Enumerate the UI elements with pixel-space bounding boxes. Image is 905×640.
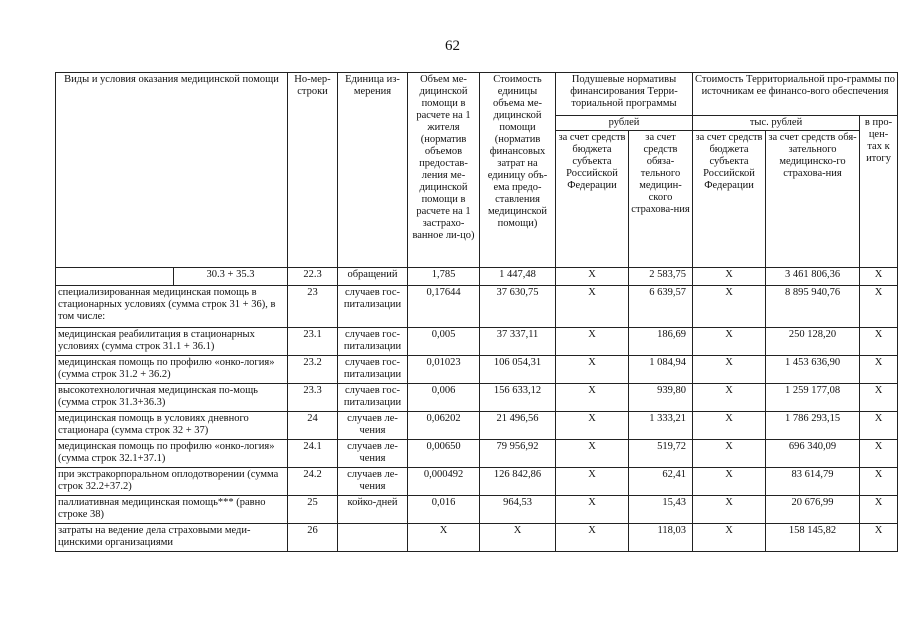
row-total-oms: 1 259 177,08 — [766, 384, 860, 412]
header-unit: Единица из-мерения — [338, 73, 408, 268]
row-volume: 0,06202 — [408, 412, 480, 440]
row-total-budget: Х — [693, 384, 766, 412]
row-percent: Х — [860, 384, 898, 412]
header-cost: Стоимость единицы объема ме-дицинской помощи (норматив финансовых затрат на единицу объ-ема предо-ставления медицинской помощи) — [480, 73, 556, 268]
row-name: при экстракорпоральном оплодотворении (сумма строк 32.2+37.2) — [56, 468, 288, 496]
row-name: 30.3 + 35.3 — [174, 268, 288, 286]
row-volume: 0,000492 — [408, 468, 480, 496]
row-percent: Х — [860, 524, 898, 552]
header-budget-rf: за счет средств бюджета субъекта Российской Федерации — [556, 131, 629, 268]
row-unit: случаев ле-чения — [338, 412, 408, 440]
row-cost: 1 447,48 — [480, 268, 556, 286]
row-budget: Х — [556, 328, 629, 356]
row-percent: Х — [860, 328, 898, 356]
row-number: 22.3 — [288, 268, 338, 286]
row-total-oms: 83 614,79 — [766, 468, 860, 496]
row-unit: койко-дней — [338, 496, 408, 524]
header-kinds: Виды и условия оказания медицинской помощи — [56, 73, 288, 268]
row-percent: Х — [860, 496, 898, 524]
row-name: специализированная медицинская помощь в стационарных условиях (сумма строк 31 + 36), в том числе: — [56, 286, 288, 328]
row-number: 25 — [288, 496, 338, 524]
row-number: 23 — [288, 286, 338, 328]
row-budget: Х — [556, 384, 629, 412]
row-percent: Х — [860, 412, 898, 440]
row-oms: 62,41 — [629, 468, 693, 496]
row-percent: Х — [860, 356, 898, 384]
row-name: высокотехнологичная медицинская по-мощь (сумма строк 31.3+36.3) — [56, 384, 288, 412]
table-row — [56, 440, 898, 468]
row-unit: случаев гос-питализации — [338, 356, 408, 384]
header-total-oms: за счет средств обя-зательного медицинско-го страхова-ния — [766, 131, 860, 268]
table-body — [56, 286, 898, 552]
row-number: 23.1 — [288, 328, 338, 356]
row-unit: обращений — [338, 268, 408, 286]
row-number: 24.1 — [288, 440, 338, 468]
header-volume: Объем ме-дицинской помощи в расчете на 1 жителя (норматив объемов предостав-ления ме-дицинской помощи в расчете на 1 застрахо-ванное ли-цо) — [408, 73, 480, 268]
row-oms: 6 639,57 — [629, 286, 693, 328]
row-budget: Х — [556, 412, 629, 440]
row-total-budget: Х — [693, 356, 766, 384]
row-oms: 1 084,94 — [629, 356, 693, 384]
row-total-budget: Х — [693, 286, 766, 328]
row-cost: 156 633,12 — [480, 384, 556, 412]
row-name: медицинская помощь в условиях дневного стационара (сумма строк 32 + 37) — [56, 412, 288, 440]
row-oms: 939,80 — [629, 384, 693, 412]
row-cost: 126 842,86 — [480, 468, 556, 496]
row-budget: Х — [556, 356, 629, 384]
row-percent: Х — [860, 468, 898, 496]
row-number: 24 — [288, 412, 338, 440]
row-total-budget: Х — [693, 496, 766, 524]
row-budget: Х — [556, 268, 629, 286]
row-name: медицинская помощь по профилю «онко-логия» (сумма строк 32.1+37.1) — [56, 440, 288, 468]
header-row-no: Но-мер-строки — [288, 73, 338, 268]
row-total-oms: 158 145,82 — [766, 524, 860, 552]
row-volume: 1,785 — [408, 268, 480, 286]
row-budget: Х — [556, 524, 629, 552]
row-total-oms: 20 676,99 — [766, 496, 860, 524]
row-unit: случаев гос-питализации — [338, 384, 408, 412]
table-row — [56, 412, 898, 440]
row-total-budget: Х — [693, 328, 766, 356]
row-total-oms: 250 128,20 — [766, 328, 860, 356]
row-total-budget: Х — [693, 468, 766, 496]
row-cost: 79 956,92 — [480, 440, 556, 468]
row-number: 23.2 — [288, 356, 338, 384]
row-unit: случаев гос-питализации — [338, 328, 408, 356]
row-cost: 37 337,11 — [480, 328, 556, 356]
row-total-budget: Х — [693, 524, 766, 552]
header-total-cost: Стоимость Территориальной про-граммы по источникам ее финансо-вого обеспечения — [693, 73, 898, 116]
row-cost: 964,53 — [480, 496, 556, 524]
row-total-oms: 1 786 293,15 — [766, 412, 860, 440]
header-per-capita: Подушевые нормативы финансирования Терри-ториальной программы — [556, 73, 693, 116]
row-total-oms: 3 461 806,36 — [766, 268, 860, 286]
table-row — [56, 268, 898, 286]
row-unit: случаев гос-питализации — [338, 286, 408, 328]
row-volume: 0,006 — [408, 384, 480, 412]
row-volume: Х — [408, 524, 480, 552]
row-cost: 37 630,75 — [480, 286, 556, 328]
row-budget: Х — [556, 496, 629, 524]
row-unit: случаев ле-чения — [338, 440, 408, 468]
row-oms: 15,43 — [629, 496, 693, 524]
table-row — [56, 524, 898, 552]
row-oms: 118,03 — [629, 524, 693, 552]
row-percent: Х — [860, 268, 898, 286]
row-volume: 0,016 — [408, 496, 480, 524]
row-name: затраты на ведение дела страховыми меди-цинскими организациями — [56, 524, 288, 552]
row-number: 26 — [288, 524, 338, 552]
header-total-cost-unit: тыс. рублей — [693, 116, 860, 131]
table-row — [56, 286, 898, 328]
header-percent: в про-цен-тах к итогу — [860, 116, 898, 268]
row-name: паллиативная медицинская помощь*** (равно строке 38) — [56, 496, 288, 524]
row-unit: случаев ле-чения — [338, 468, 408, 496]
row-percent: Х — [860, 286, 898, 328]
row-total-oms: 696 340,09 — [766, 440, 860, 468]
row-total-oms: 1 453 636,90 — [766, 356, 860, 384]
row-total-budget: Х — [693, 440, 766, 468]
row-total-budget: Х — [693, 412, 766, 440]
row-cost: Х — [480, 524, 556, 552]
row-percent: Х — [860, 440, 898, 468]
row-cost: 21 496,56 — [480, 412, 556, 440]
table-row — [56, 384, 898, 412]
row-oms: 2 583,75 — [629, 268, 693, 286]
row-unit — [338, 524, 408, 552]
page-number: 62 — [445, 38, 460, 54]
row-total-oms: 8 895 940,76 — [766, 286, 860, 328]
header-oms: за счет средств обяза-тельного медицин-ского страхова-ния — [629, 131, 693, 268]
row-oms: 1 333,21 — [629, 412, 693, 440]
row-name: медицинская реабилитация в стационарных условиях (сумма строк 31.1 + 36.1) — [56, 328, 288, 356]
table-row — [56, 468, 898, 496]
table-row — [56, 328, 898, 356]
row-oms: 186,69 — [629, 328, 693, 356]
row-cost: 106 054,31 — [480, 356, 556, 384]
header-per-capita-unit: рублей — [556, 116, 693, 131]
row-volume: 0,005 — [408, 328, 480, 356]
row-oms: 519,72 — [629, 440, 693, 468]
row-budget: Х — [556, 440, 629, 468]
row-volume: 0,01023 — [408, 356, 480, 384]
row-volume: 0,17644 — [408, 286, 480, 328]
table-row — [56, 356, 898, 384]
row-number: 23.3 — [288, 384, 338, 412]
row-name-left — [56, 268, 174, 286]
row-total-budget: Х — [693, 268, 766, 286]
header-total-budget-rf: за счет средств бюджета субъекта Российской Федерации — [693, 131, 766, 268]
table-row — [56, 496, 898, 524]
header-row-1 — [56, 73, 898, 116]
row-number: 24.2 — [288, 468, 338, 496]
row-budget: Х — [556, 286, 629, 328]
row-name: медицинская помощь по профилю «онко-логия» (сумма строк 31.2 + 36.2) — [56, 356, 288, 384]
financing-table — [55, 72, 898, 552]
row-volume: 0,00650 — [408, 440, 480, 468]
row-budget: Х — [556, 468, 629, 496]
